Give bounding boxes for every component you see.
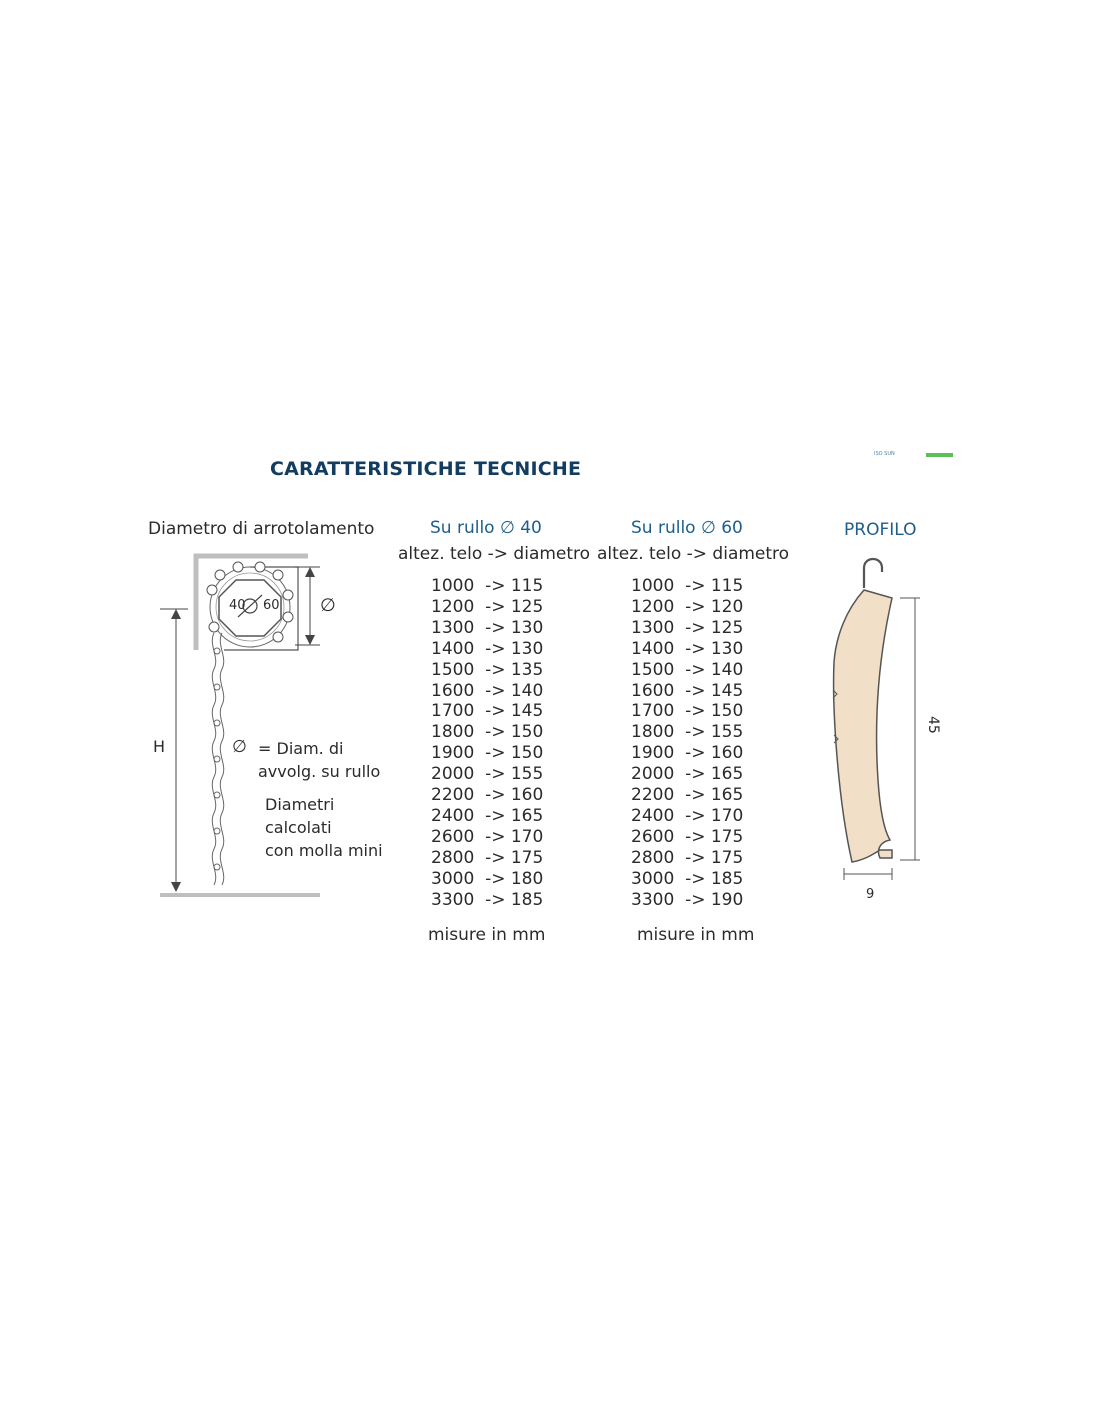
table-row: 1200 -> 120: [631, 596, 744, 617]
note-line: calcolati: [265, 818, 332, 837]
table-row: 1400 -> 130: [631, 638, 744, 659]
table-row: 2800 -> 175: [631, 847, 744, 868]
page-title: CARATTERISTICHE TECNICHE: [270, 458, 582, 480]
table-row: 2200 -> 160: [431, 785, 544, 806]
table-row: 1700 -> 145: [431, 701, 544, 722]
table-row: 1000 -> 115: [631, 576, 744, 596]
table-rows-60: [631, 576, 743, 911]
profile-heading: PROFILO: [844, 520, 917, 540]
roll-label-60: 60: [263, 598, 280, 613]
table-row: 1400 -> 130: [431, 638, 544, 659]
table-row: 3000 -> 185: [631, 868, 744, 889]
slat-body: [834, 590, 892, 862]
legend-symbol: ∅: [232, 737, 247, 757]
note-line: Diametri: [265, 795, 335, 814]
table-heading-40: Su rullo ∅ 40: [430, 518, 542, 538]
table-row: 1900 -> 150: [431, 743, 544, 764]
legend-line-1: = Diam. di: [258, 739, 344, 758]
diameter-dimension: [295, 567, 320, 645]
table-row: 1300 -> 125: [631, 617, 744, 638]
table-footer-40: misure in mm: [428, 925, 546, 945]
roll-label-40: 40: [229, 598, 246, 613]
table-row: 1600 -> 140: [431, 680, 544, 701]
table-row: 2600 -> 170: [431, 826, 544, 847]
table-row: 2200 -> 165: [631, 785, 744, 806]
accent-bar: [926, 453, 953, 457]
diagram-heading: Diametro di arrotolamento: [148, 519, 375, 539]
table-row: 1600 -> 145: [631, 680, 744, 701]
roll-drawing: [207, 562, 293, 647]
table-row: 2800 -> 175: [431, 847, 544, 868]
profile-width-label: 9: [866, 887, 875, 902]
table-row: 1300 -> 130: [431, 617, 544, 638]
table-footer-60: misure in mm: [637, 925, 755, 945]
table-row: 2400 -> 165: [431, 805, 544, 826]
table-row: 2600 -> 175: [631, 826, 744, 847]
profile-width-dimension: [844, 868, 892, 880]
table-subheading-60: altez. telo -> diametro: [597, 544, 790, 564]
table-row: 1500 -> 135: [431, 659, 544, 680]
table-rows-40: [431, 576, 543, 911]
table-row: 2000 -> 165: [631, 764, 744, 785]
note-line: con molla mini: [265, 841, 383, 860]
table-row: 3000 -> 180: [431, 868, 544, 889]
table-row: 2000 -> 155: [431, 764, 544, 785]
hanging-slats: [212, 633, 223, 885]
height-label: H: [153, 737, 166, 756]
legend-line-2: avvolg. su rullo: [258, 762, 381, 781]
legend-text: [258, 737, 380, 783]
table-row: 3300 -> 190: [631, 889, 744, 910]
table-row: 1700 -> 150: [631, 701, 744, 722]
table-row: 1500 -> 140: [631, 659, 744, 680]
table-row: 1800 -> 150: [431, 722, 544, 743]
table-row: 1200 -> 125: [431, 596, 544, 617]
profile-height-label: 45: [925, 716, 941, 734]
diagram-note: [265, 793, 383, 862]
diameter-symbol: ∅: [320, 595, 336, 616]
table-row: 1800 -> 155: [631, 722, 744, 743]
table-row: 3300 -> 185: [431, 889, 544, 910]
table-row: 2400 -> 170: [631, 805, 744, 826]
brand-logo: ISO SUN: [874, 451, 895, 457]
table-row: 1000 -> 115: [431, 576, 544, 596]
table-heading-60: Su rullo ∅ 60: [631, 518, 743, 538]
table-row: 1900 -> 160: [631, 743, 744, 764]
table-subheading-40: altez. telo -> diametro: [398, 544, 591, 564]
